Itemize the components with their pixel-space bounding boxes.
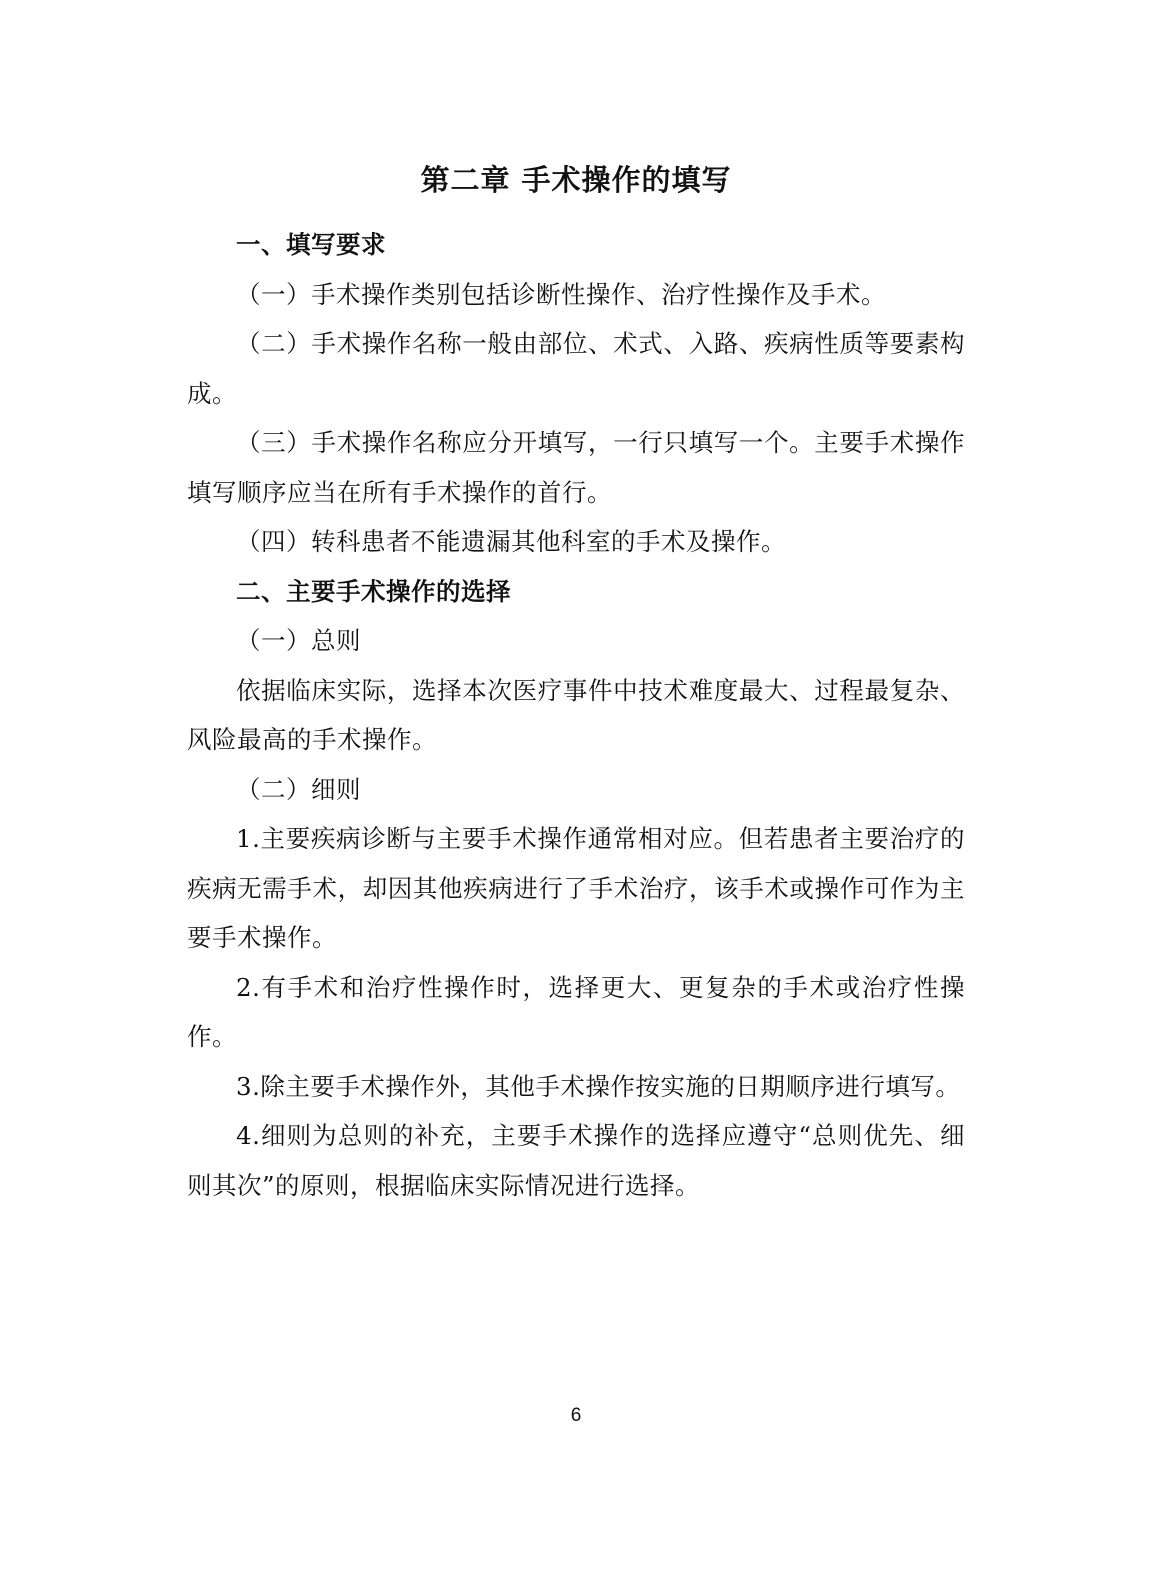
paragraph-separate-lines: （三）手术操作名称应分开填写，一行只填写一个。主要手术操作填写顺序应当在所有手术操作的首行。	[187, 428, 965, 507]
paragraph-category: （一）手术操作类别包括诊断性操作、治疗性操作及手术。	[236, 279, 886, 309]
rule-item-3: 3.除主要手术操作外，其他手术操作按实施的日期顺序进行填写。	[236, 1071, 961, 1101]
rule-item-2: 2.有手术和治疗性操作时，选择更大、更复杂的手术或治疗性操作。	[187, 972, 965, 1051]
paragraph-transfer: （四）转科患者不能遗漏其他科室的手术及操作。	[236, 527, 786, 556]
subheading-detailed: （二）细则	[236, 774, 361, 804]
paragraph-naming: （二）手术操作名称一般由部位、术式、入路、疾病性质等要素构成。	[187, 329, 965, 408]
section-heading-requirements: 一、填写要求	[236, 230, 386, 259]
page-number: 6	[570, 1405, 582, 1426]
section-heading-selection: 二、主要手术操作的选择	[236, 576, 511, 606]
subheading-general: （一）总则	[236, 626, 361, 655]
paragraph-general-rule: 依据临床实际，选择本次医疗事件中技术难度最大、过程最复杂、风险最高的手术操作。	[187, 675, 965, 754]
rule-item-1: 1.主要疾病诊断与主要手术操作通常相对应。但若患者主要治疗的疾病无需手术，却因其他疾病进行了手术治疗，该手术或操作可作为主要手术操作。	[187, 824, 965, 952]
document-body	[187, 220, 965, 1210]
rule-item-4: 4.细则为总则的补充，主要手术操作的选择应遵守“总则优先、细则其次”的原则，根据临床实际情况进行选择。	[187, 1121, 965, 1200]
chapter-title: 第二章 手术操作的填写	[420, 163, 732, 197]
